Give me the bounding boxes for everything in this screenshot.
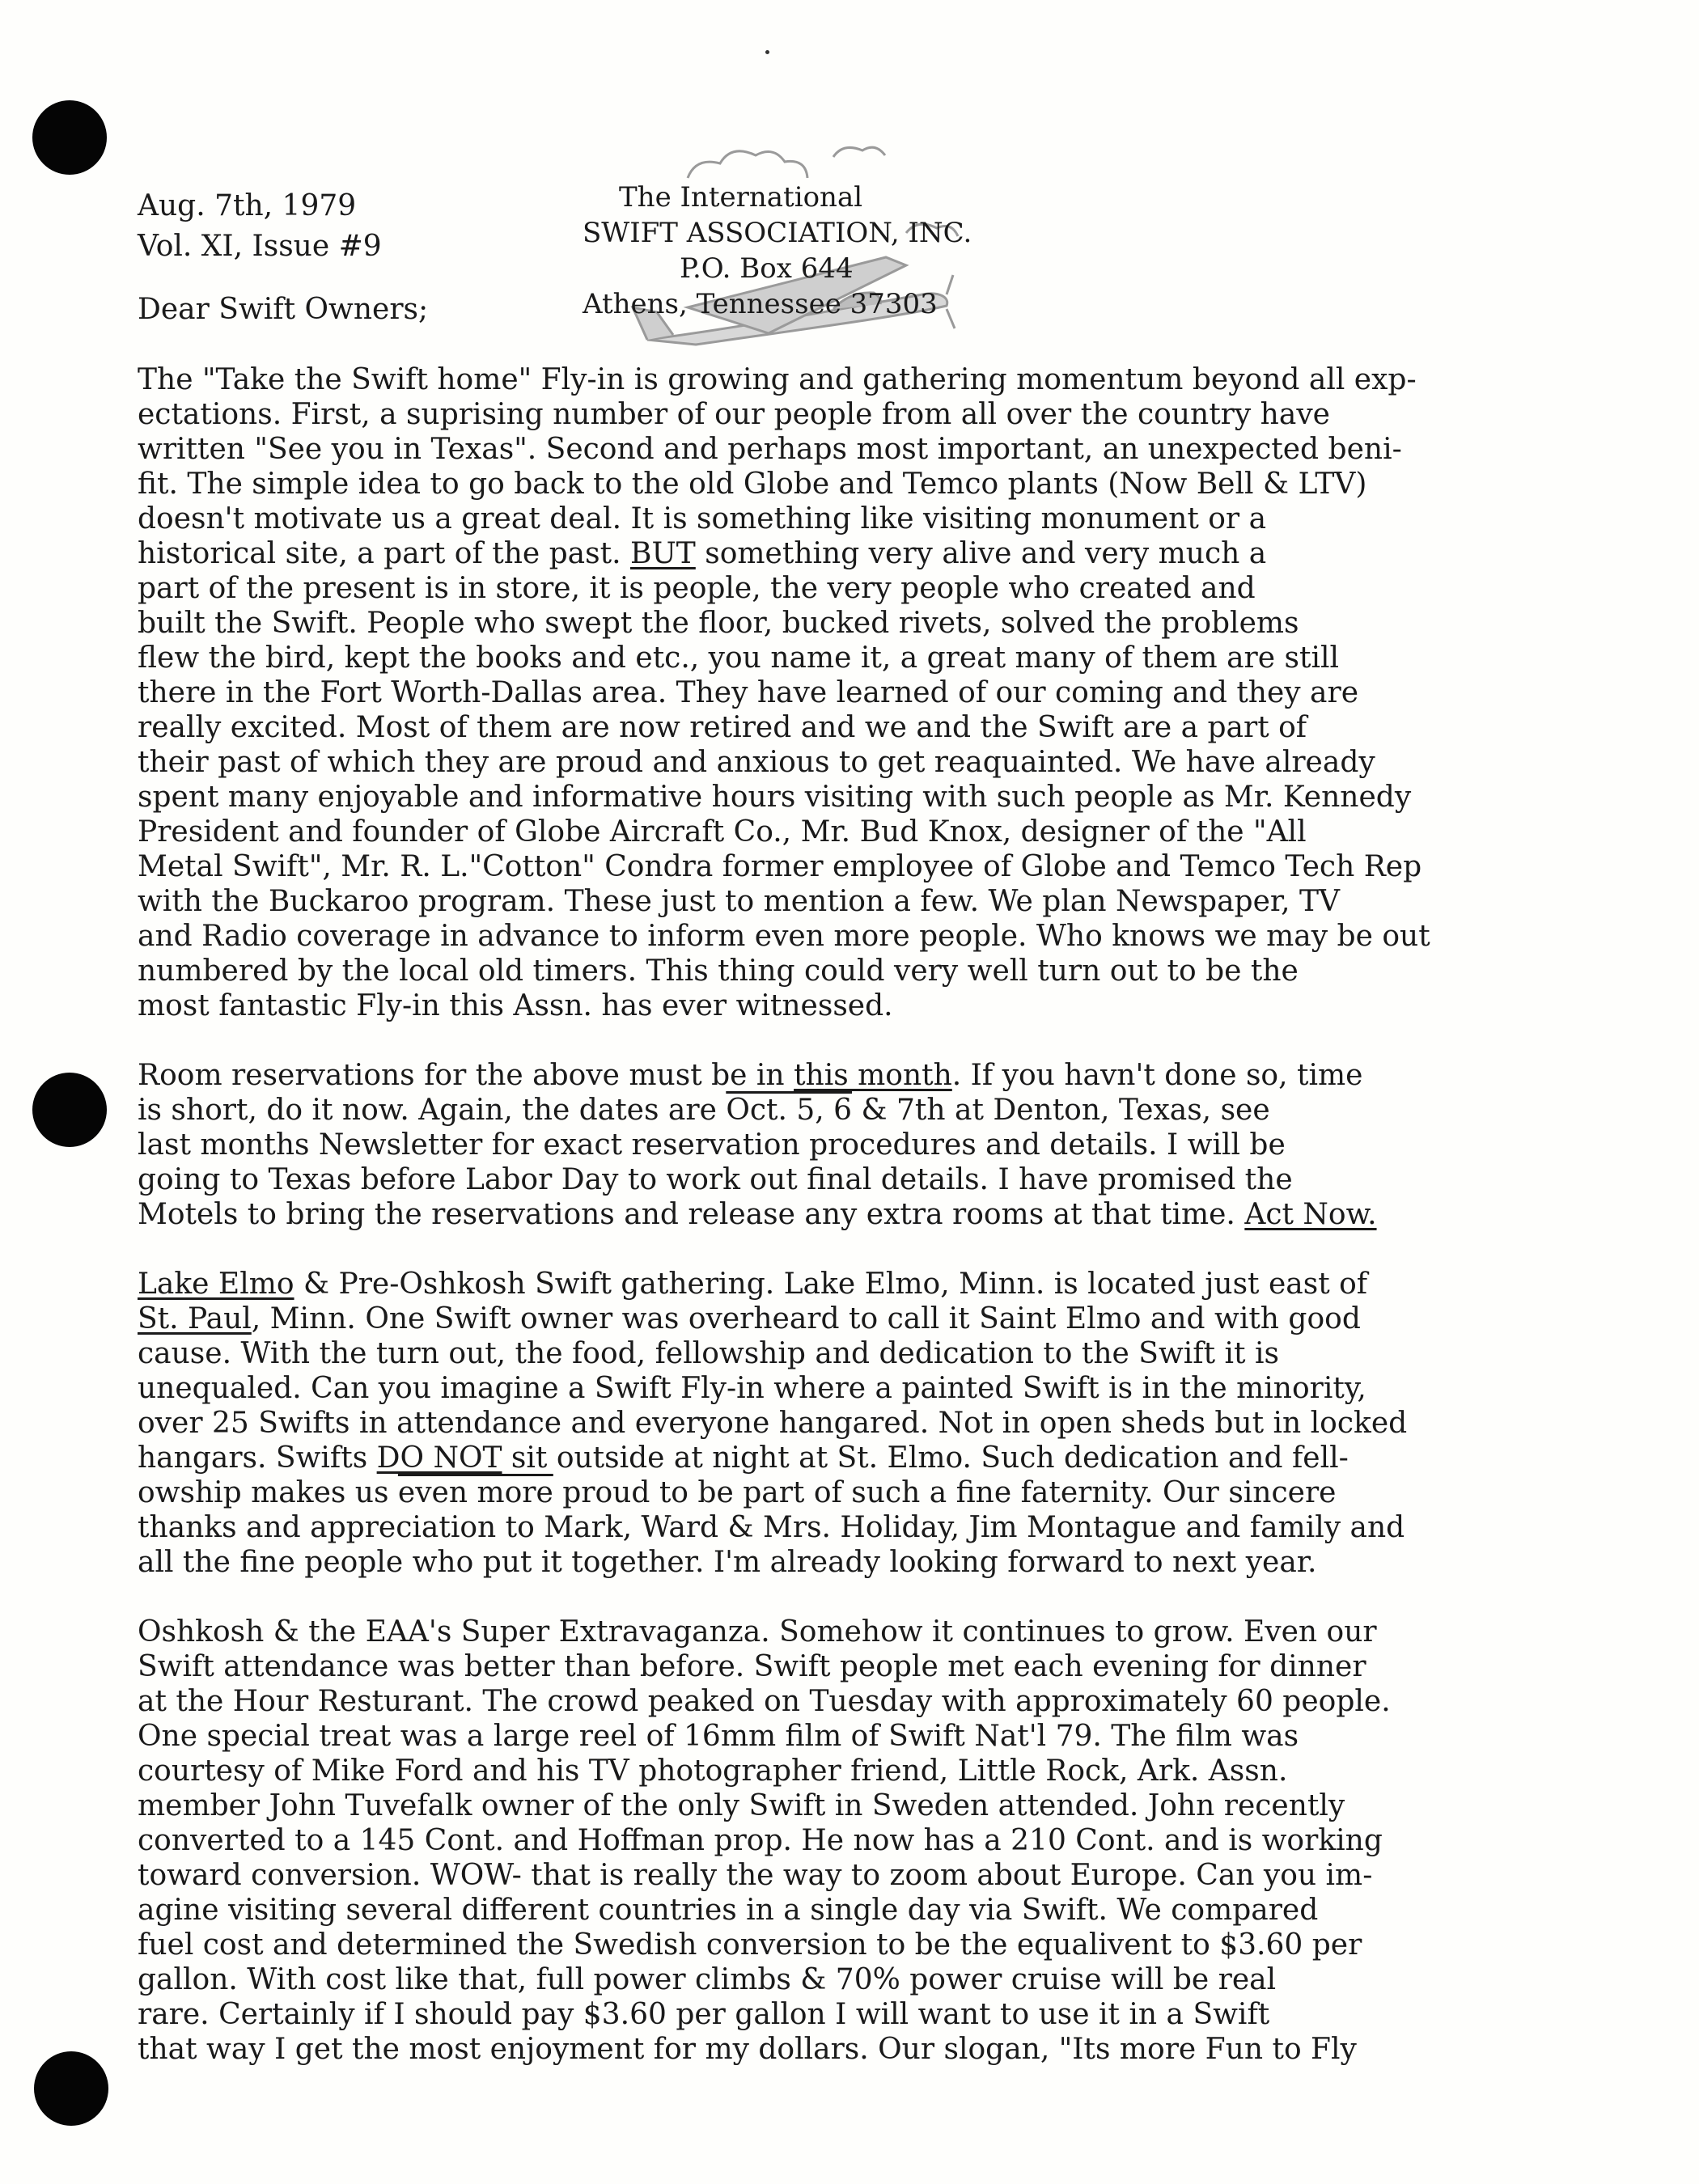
text-segment: historical site, a part of the past.: [138, 537, 621, 570]
text-line: last months Newsletter for exact reservation procedures and details. I will be: [138, 1128, 1286, 1162]
underlined-text: Lake Elmo: [138, 1268, 294, 1301]
text-line: most fantastic Fly-in this Assn. has ever witnessed.: [138, 989, 893, 1022]
text-line: toward conversion. WOW- that is really the way to zoom about Europe. Can you im-: [138, 1859, 1373, 1892]
text-segment: is short, do it now. Again, the dates are: [138, 1094, 727, 1127]
text-line: agine visiting several different countries in a single day via Swift. We compared: [138, 1894, 1319, 1927]
punch-hole-top: [32, 100, 107, 175]
text-line: converted to a 145 Cont. and Hoffman prop. He now has a 210 Cont. and is working: [138, 1824, 1383, 1857]
text-segment: proud to be part of such a fine faternity. Our sincere: [553, 1476, 1337, 1509]
text-segment: , Minn. One Swift owner was overheard to call it Saint Elmo and with good: [251, 1302, 1361, 1335]
text-line: member John Tuvefalk owner of the only Swift in Sweden attended. John recently: [138, 1789, 1345, 1822]
text-segment: Room reservations for the above must be in: [138, 1059, 794, 1092]
text-segment: Motels to bring the reservations and release any extra rooms at that time.: [138, 1198, 1245, 1231]
date-block: [138, 186, 382, 267]
text-line: their past of which they are proud and anxious to get reaquainted. We have already: [138, 746, 1375, 779]
text-line: spent many enjoyable and informative hours visiting with such people as Mr. Kennedy: [138, 781, 1412, 814]
text-line: part of the present is in store, it is people, the very people who created and: [138, 572, 1256, 605]
overlined-text: Oct. 5, 6: [726, 1094, 853, 1127]
letter-body: [138, 362, 1574, 2067]
text-line: [138, 536, 1574, 571]
text-segment: sit outside at night at St. Elmo. Such dedication and fell-: [502, 1441, 1349, 1475]
letterhead: [566, 136, 1019, 370]
text-line: unequaled. Can you imagine a Swift Fly-in where a painted Swift is in the minority,: [138, 1372, 1366, 1405]
underlined-text: St. Paul: [138, 1302, 252, 1335]
text-line: really excited. Most of them are now retired and we and the Swift are a part of: [138, 711, 1307, 744]
text-segment: hangars. Swifts: [138, 1441, 377, 1475]
text-line: fuel cost and determined the Swedish conversion to be the equalivent to $3.60 per: [138, 1928, 1362, 1962]
text-line: The "Take the Swift home" Fly-in is growing and gathering momentum beyond all exp-: [138, 363, 1417, 396]
speck: [765, 50, 769, 54]
text-line: written "See you in Texas". Second and perhaps most important, an unexpected beni-: [138, 433, 1402, 466]
text-segment: & Pre-Oshkosh Swift gathering. Lake Elmo, Minn. is located just east of: [294, 1268, 1368, 1301]
text-line: rare. Certainly if I should pay $3.60 per gallon I will want to use it in a Swift: [138, 1998, 1270, 2031]
text-line: fit. The simple idea to go back to the old Globe and Temco plants (Now Bell & LTV): [138, 468, 1367, 501]
salutation: Dear Swift Owners;: [138, 293, 429, 326]
letterhead-line-4: Athens, Tennessee 37303: [583, 288, 938, 320]
text-line: doesn't motivate us a great deal. It is something like visiting monument or a: [138, 502, 1267, 535]
underlined-text: this month: [794, 1059, 952, 1092]
text-line: [138, 1475, 1574, 1510]
underlined-text: Act Now.: [1244, 1198, 1377, 1231]
text-line: built the Swift. People who swept the floor, bucked rivets, solved the problems: [138, 607, 1299, 640]
text-line: [138, 1441, 1574, 1475]
text-segment: & 7th at Denton, Texas, see: [852, 1094, 1270, 1127]
text-line: President and founder of Globe Aircraft Co., Mr. Bud Knox, designer of the "All: [138, 815, 1307, 849]
text-line: with the Buckaroo program. These just to mention a few. We plan Newspaper, TV: [138, 885, 1341, 918]
text-segment: something very alive and very much a: [695, 537, 1267, 570]
paragraph-reservations: [138, 1058, 1574, 1232]
text-line: numbered by the local old timers. This thing could very well turn out to be the: [138, 954, 1299, 988]
text-line: going to Texas before Labor Day to work out final details. I have promised the: [138, 1163, 1293, 1196]
text-line: ectations. First, a suprising number of our people from all over the country have: [138, 398, 1330, 431]
letterhead-line-2: SWIFT ASSOCIATION, INC.: [583, 217, 972, 249]
text-line: over 25 Swifts in attendance and everyone hangared. Not in open sheds but in locked: [138, 1407, 1408, 1440]
text-line: Swift attendance was better than before. Swift people met each evening for dinner: [138, 1650, 1366, 1683]
text-segment: . If you havn't done so, time: [951, 1059, 1363, 1092]
text-line: Metal Swift", Mr. R. L."Cotton" Condra former employee of Globe and Temco Tech Rep: [138, 850, 1422, 883]
text-line: courtesy of Mike Ford and his TV photographer friend, Little Rock, Ark. Assn.: [138, 1754, 1288, 1788]
letterhead-line-1: The International: [619, 181, 863, 214]
text-line: and Radio coverage in advance to inform even more people. Who knows we may be out: [138, 920, 1430, 953]
overlined-text: even more: [397, 1476, 553, 1509]
text-line: at the Hour Resturant. The crowd peaked on Tuesday with approximately 60 people.: [138, 1685, 1391, 1718]
text-segment: owship makes us: [138, 1476, 398, 1509]
text-line: [138, 1058, 1574, 1093]
text-line: thanks and appreciation to Mark, Ward & Mrs. Holiday, Jim Montague and family and: [138, 1511, 1405, 1544]
underlined-text: BUT: [630, 537, 696, 570]
text-line: there in the Fort Worth-Dallas area. They have learned of our coming and they are: [138, 676, 1359, 709]
text-line: [138, 1197, 1574, 1232]
paragraph-oshkosh: [138, 1615, 1574, 2067]
text-line: that way I get the most enjoyment for my dollars. Our slogan, "Its more Fun to Fly: [138, 2033, 1357, 2066]
text-line: flew the bird, kept the books and etc., you name it, a great many of them are still: [138, 641, 1339, 675]
punch-hole-bottom: [34, 2051, 108, 2126]
paragraph-lake-elmo: [138, 1267, 1574, 1580]
text-line: Oshkosh & the EAA's Super Extravaganza. Somehow it continues to grow. Even our: [138, 1615, 1377, 1649]
underlined-text: DO NOT: [376, 1441, 502, 1475]
text-line: [138, 1093, 1574, 1128]
text-line: [138, 1302, 1574, 1336]
text-line: One special treat was a large reel of 16mm film of Swift Nat'l 79. The film was: [138, 1720, 1299, 1753]
date: Aug. 7th, 1979: [138, 189, 357, 222]
text-line: cause. With the turn out, the food, fellowship and dedication to the Swift it is: [138, 1337, 1279, 1370]
text-line: [138, 1267, 1574, 1302]
punch-hole-middle: [32, 1073, 107, 1147]
letterhead-line-3: P.O. Box 644: [680, 252, 854, 285]
text-line: all the fine people who put it together. I'm already looking forward to next year.: [138, 1546, 1317, 1579]
volume-issue: Vol. XI, Issue #9: [138, 230, 382, 263]
text-line: gallon. With cost like that, full power climbs & 70% power cruise will be real: [138, 1963, 1277, 1996]
paragraph-fly-in: [138, 362, 1574, 1023]
